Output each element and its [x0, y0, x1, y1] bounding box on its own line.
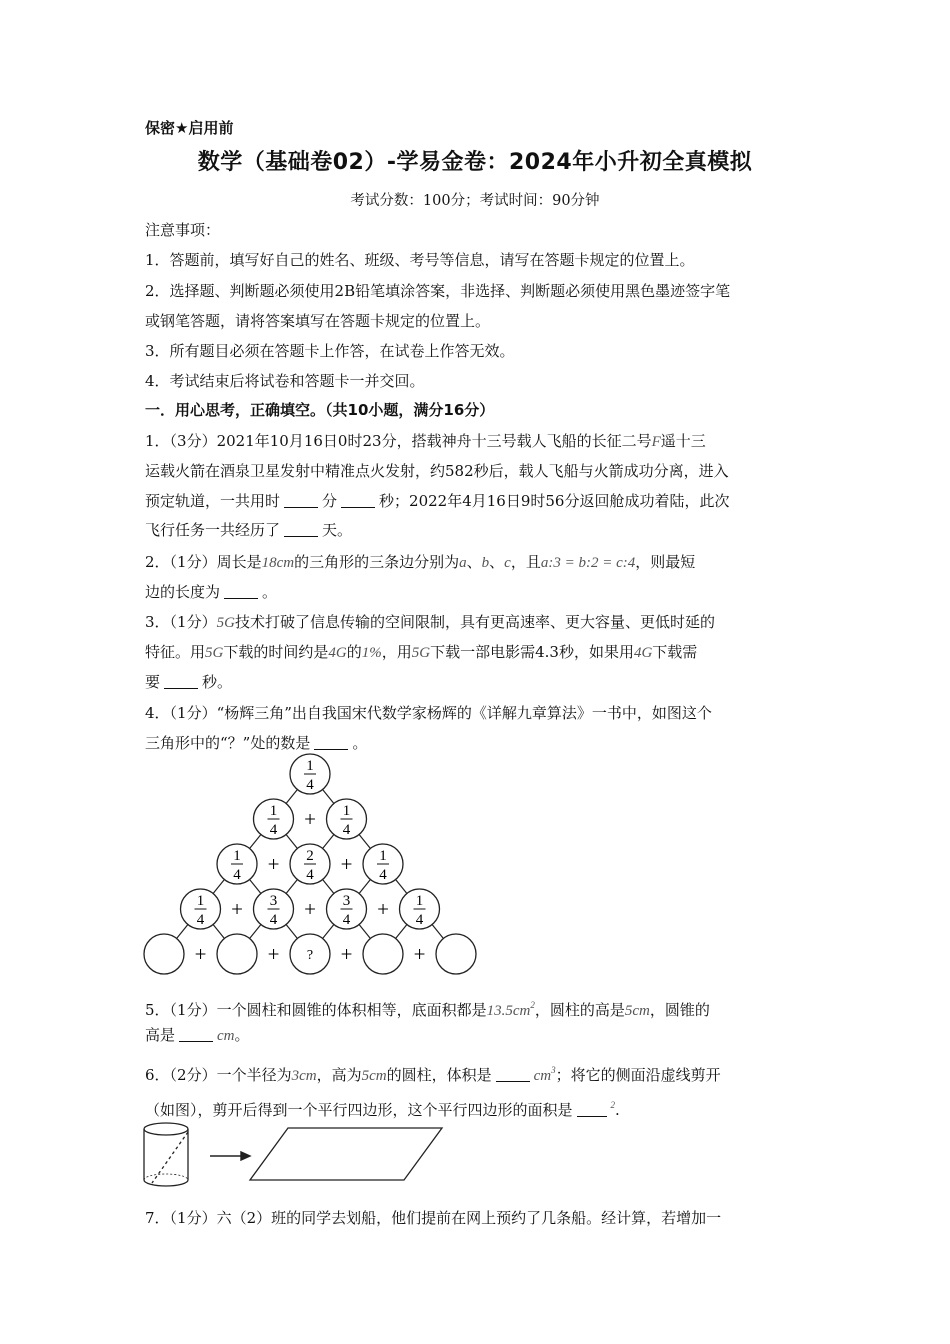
- plus-sign: +: [194, 942, 207, 966]
- fraction-numerator: 2: [306, 848, 314, 864]
- connector-line: [213, 880, 224, 894]
- q6-unit: cm: [533, 1068, 552, 1084]
- answer-blank[interactable]: [577, 1102, 607, 1117]
- q3-text: 要: [145, 673, 161, 691]
- fraction-denominator: 4: [196, 912, 205, 928]
- q3-text: 3．（1分）: [145, 613, 217, 631]
- q5-line-1: [145, 995, 810, 1021]
- connector-line: [213, 925, 224, 939]
- answer-blank[interactable]: [179, 1027, 213, 1042]
- q5-height: 5cm: [624, 1003, 650, 1019]
- q2-text: 2．（1分）周长是: [145, 553, 262, 571]
- q2-line-1: [145, 552, 810, 573]
- connector-line: [359, 880, 370, 894]
- cylinder-unfold-figure: [140, 1120, 450, 1192]
- note-item-1: 1．答题前，填写好自己的姓名、班级、考号等信息，请写在答题卡规定的位置上。: [145, 251, 695, 269]
- q5-square-sup: 2: [530, 1000, 535, 1010]
- connector-line: [359, 925, 370, 939]
- q1-variable: F: [651, 434, 661, 450]
- q6-square-sup: 2: [610, 1100, 616, 1110]
- cylinder-shape: [144, 1123, 188, 1186]
- confidential-label: 保密★启用前: [145, 119, 234, 137]
- q3-percent: 1%: [361, 645, 382, 661]
- q2-text: 的三角形的三条边分别为: [294, 553, 460, 571]
- q3-4g: 4G: [633, 645, 653, 661]
- answer-blank[interactable]: [164, 674, 198, 689]
- q2-line-2: [145, 582, 810, 602]
- q2-text: ，则最短: [635, 553, 696, 571]
- q3-text: 特征。用: [145, 643, 206, 661]
- connector-line: [323, 835, 334, 849]
- connector-line: [286, 925, 297, 939]
- connector-line: [286, 880, 297, 894]
- plus-sign: +: [231, 897, 243, 921]
- q3-line-1: [145, 612, 810, 633]
- connector-line: [250, 880, 261, 894]
- q6-text: ；将它的侧面沿虚线剪开: [555, 1066, 721, 1084]
- q2-var-c: c: [504, 555, 511, 571]
- q1-line-4: [145, 520, 810, 540]
- q3-line-3: [145, 672, 810, 692]
- q2-ratio: a:3 = b:2 = c:4: [540, 555, 636, 571]
- q4-line-2: [145, 733, 810, 753]
- q3-5g: 5G: [205, 645, 224, 661]
- fraction-denominator: 4: [306, 777, 314, 793]
- connector-line: [396, 880, 407, 894]
- q5-line-2: [145, 1025, 810, 1046]
- fraction-numerator: 1: [379, 848, 387, 864]
- exam-info: 考试分数：100分；考试时间：90分钟: [350, 193, 600, 209]
- q5-text: 高是: [145, 1026, 176, 1044]
- plus-sign: +: [267, 942, 280, 966]
- fraction-numerator: 1: [415, 893, 424, 909]
- q1-text: 分: [322, 492, 338, 510]
- fraction-numerator: 1: [269, 803, 278, 819]
- q3-text: ，用: [381, 643, 412, 661]
- fraction-denominator: 4: [415, 912, 424, 928]
- fraction-denominator: 4: [379, 867, 387, 883]
- q5-text: ，圆柱的高是: [534, 1001, 625, 1019]
- q6-text: （如图），剪开后得到一个平行四边形，这个平行四边形的面积是: [145, 1101, 573, 1119]
- q3-text: 的: [346, 643, 362, 661]
- q1-text: 1．（3分）2021年10月16日0时23分，搭载神舟十三号载人飞船的长征二号: [145, 432, 652, 450]
- unknown-mark: ?: [306, 948, 314, 963]
- q6-line-2: [145, 1095, 810, 1120]
- q5-text: 5．（1分）一个圆柱和圆锥的体积相等，底面积都是: [145, 1001, 487, 1019]
- q7-line-1: 7．（1分）六（2）班的同学去划船，他们提前在网上预约了几条船。经计算，若增加一: [145, 1209, 722, 1227]
- q6-cube-sup: 3: [551, 1065, 556, 1075]
- q4-text: 。: [352, 734, 368, 752]
- q2-text: 边的长度为: [145, 583, 221, 601]
- q2-sep: 、: [489, 553, 505, 571]
- answer-blank[interactable]: [314, 735, 348, 750]
- fraction-numerator: 1: [342, 803, 351, 819]
- connector-line: [286, 790, 297, 804]
- fraction-denominator: 4: [342, 822, 351, 838]
- plus-sign: +: [413, 942, 426, 966]
- arrow-icon: [210, 1152, 250, 1160]
- q1-text: 秒；2022年4月16日9时56分返回舱成功着陆，此次: [379, 492, 730, 510]
- fraction-numerator: 3: [269, 893, 278, 909]
- q3-text: 下载需: [652, 643, 698, 661]
- q3-text: 技术打破了信息传输的空间限制，具有更高速率、更大容量、更低时延的: [234, 613, 715, 631]
- connector-line: [250, 835, 261, 849]
- q1-line-1: [145, 431, 810, 452]
- section-heading: 一．用心思考，正确填空。（共10小题，满分16分）: [145, 401, 495, 419]
- number-circle: [217, 934, 257, 974]
- number-circle: [144, 934, 184, 974]
- fraction-denominator: 4: [269, 822, 278, 838]
- fraction-denominator: 4: [269, 912, 278, 928]
- fraction-numerator: 1: [306, 758, 314, 774]
- q5-area: 13.5cm: [486, 1003, 531, 1019]
- yanghui-triangle-figure: [135, 752, 485, 982]
- q6-text: ，高为: [316, 1066, 362, 1084]
- fraction-denominator: 4: [342, 912, 351, 928]
- fraction-denominator: 4: [233, 867, 241, 883]
- parallelogram-shape: [250, 1128, 442, 1180]
- connector-line: [250, 925, 261, 939]
- q2-var-a: a: [459, 555, 467, 571]
- q6-text: 6．（2分）一个半径为: [145, 1066, 292, 1084]
- q6-line-1: [145, 1060, 810, 1086]
- plus-sign: +: [267, 852, 280, 876]
- page-title: 数学（基础卷02）-学易金卷：2024年小升初全真模拟: [197, 150, 753, 175]
- q3-line-2: [145, 642, 810, 663]
- q5-text: 。: [234, 1026, 250, 1044]
- notes-heading: 注意事项：: [145, 221, 221, 239]
- note-item-4: 4．考试结束后将试卷和答题卡一并交回。: [145, 372, 425, 390]
- fraction-numerator: 1: [196, 893, 205, 909]
- plus-sign: +: [377, 897, 389, 921]
- q6-radius: 3cm: [291, 1068, 317, 1084]
- answer-blank[interactable]: [496, 1067, 530, 1082]
- note-item-3: 3．所有题目必须在答题卡上作答，在试卷上作答无效。: [145, 342, 515, 360]
- q3-5g: 5G: [216, 615, 235, 631]
- q6-height: 5cm: [361, 1068, 387, 1084]
- q3-text: 秒。: [202, 673, 233, 691]
- q1-text: 遥十三: [660, 432, 706, 450]
- fraction-numerator: 3: [342, 893, 351, 909]
- q3-4g: 4G: [328, 645, 347, 661]
- plus-sign: +: [304, 897, 316, 921]
- q5-text: ，圆锥的: [649, 1001, 710, 1019]
- q2-text: 。: [262, 583, 278, 601]
- answer-blank[interactable]: [341, 493, 375, 508]
- q6-text: .: [615, 1101, 620, 1119]
- fraction-denominator: 4: [306, 867, 314, 883]
- q4-text: 三角形中的“？”处的数是: [145, 734, 311, 752]
- q2-text: ，且: [510, 553, 541, 571]
- q2-var-b: b: [481, 555, 490, 571]
- fraction-numerator: 1: [233, 848, 241, 864]
- connector-line: [359, 835, 370, 849]
- q1-line-2: 运载火箭在酒泉卫星发射中精准点火发射，约582秒后，载人飞船与火箭成功分离，进入: [145, 462, 729, 480]
- connector-line: [286, 835, 297, 849]
- q3-5g: 5G: [411, 645, 431, 661]
- number-circle: [436, 934, 476, 974]
- connector-line: [432, 925, 443, 939]
- q6-text: 的圆柱，体积是: [386, 1066, 492, 1084]
- note-item-2: 2．选择题、判断题必须使用2B铅笔填涂答案，非选择、判断题必须使用黑色墨迹签字笔: [145, 282, 731, 300]
- q3-text: 下载的时间约是: [223, 643, 329, 661]
- q5-unit: cm: [217, 1028, 235, 1044]
- answer-blank[interactable]: [284, 522, 318, 537]
- q4-line-1: 4．（1分）“杨辉三角”出自我国宋代数学家杨辉的《详解九章算法》一书中，如图这个: [145, 704, 712, 722]
- connector-line: [323, 790, 334, 804]
- plus-sign: +: [340, 942, 353, 966]
- plus-sign: +: [304, 807, 316, 831]
- note-item-2-cont: 或钢笔答题，请将答案填写在答题卡规定的位置上。: [145, 312, 491, 330]
- q2-sep: 、: [466, 553, 482, 571]
- q1-text: 预定轨道，一共用时: [145, 492, 281, 510]
- connector-line: [396, 925, 407, 939]
- connector-line: [323, 880, 334, 894]
- plus-sign: +: [340, 852, 353, 876]
- q1-text: 天。: [322, 521, 353, 539]
- answer-blank[interactable]: [224, 584, 258, 599]
- connector-line: [323, 925, 334, 939]
- q3-text: 下载一部电影需4.3秒，如果用: [430, 643, 634, 661]
- number-circle: [363, 934, 403, 974]
- connector-line: [177, 925, 188, 939]
- q1-line-3: [145, 491, 810, 511]
- q2-perimeter: 18cm: [261, 555, 295, 571]
- answer-blank[interactable]: [284, 493, 318, 508]
- q1-text: 飞行任务一共经历了: [145, 521, 281, 539]
